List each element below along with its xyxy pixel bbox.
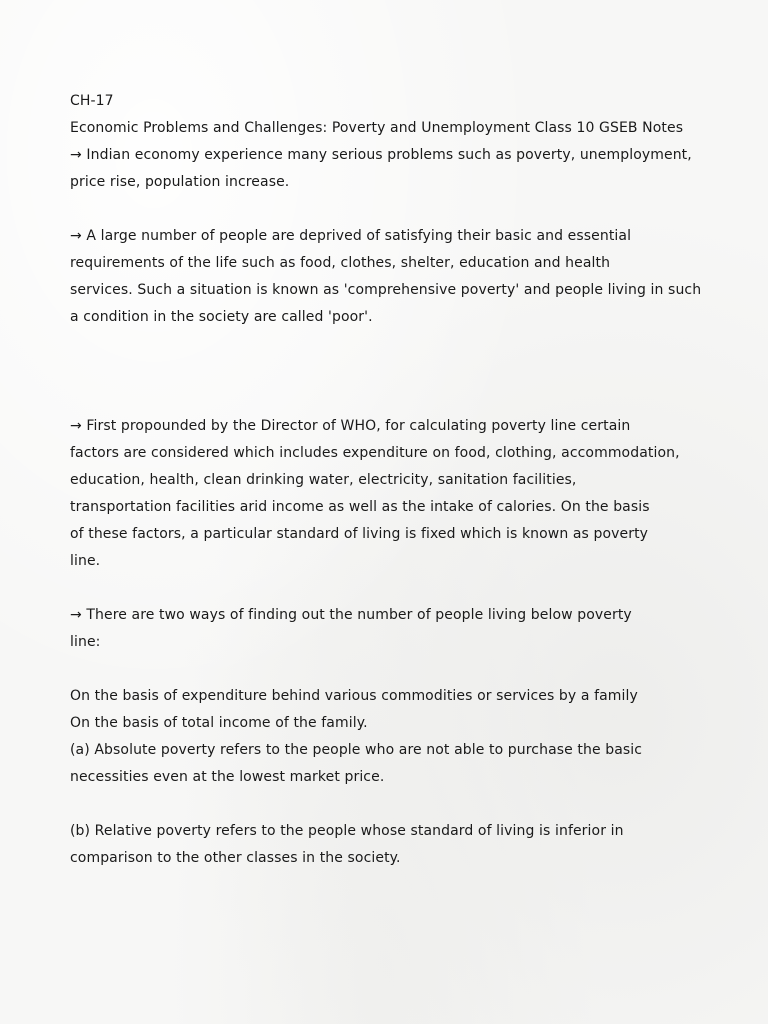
text-line: services. Such a situation is known as 'comprehensive poverty' and people living in such xyxy=(70,282,702,298)
text-line: requirements of the life such as food, clothes, shelter, education and health xyxy=(70,255,611,271)
text-line: comparison to the other classes in the society. xyxy=(70,850,401,866)
text-line: education, health, clean drinking water, electricity, sanitation facilities, xyxy=(70,472,577,488)
text-line: On the basis of total income of the family. xyxy=(70,715,368,731)
paragraph-poverty-line xyxy=(70,413,730,575)
text-line: → There are two ways of finding out the number of people living below poverty xyxy=(70,607,632,623)
text-line: → A large number of people are deprived of satisfying their basic and essential xyxy=(70,228,632,244)
notes-page xyxy=(70,88,730,872)
paragraph-two-ways xyxy=(70,602,730,656)
text-line: of these factors, a particular standard of living is fixed which is known as poverty xyxy=(70,526,649,542)
paragraph-absolute-poverty xyxy=(70,683,730,791)
page-title: Economic Problems and Challenges: Poverty and Unemployment Class 10 GSEB Notes xyxy=(70,120,684,136)
text-line: transportation facilities arid income as well as the intake of calories. On the basis xyxy=(70,499,650,515)
text-line: necessities even at the lowest market price. xyxy=(70,769,385,785)
chapter-label: CH-17 xyxy=(70,93,114,109)
text-line: a condition in the society are called 'poor'. xyxy=(70,309,373,325)
text-line: On the basis of expenditure behind various commodities or services by a family xyxy=(70,688,638,704)
text-line: factors are considered which includes expenditure on food, clothing, accommodation, xyxy=(70,445,680,461)
text-line: (b) Relative poverty refers to the people whose standard of living is inferior in xyxy=(70,823,624,839)
paragraph-relative-poverty xyxy=(70,818,730,872)
paragraph-indian-economy-problems xyxy=(70,142,730,196)
paragraph-comprehensive-poverty xyxy=(70,223,730,331)
text-line: → Indian economy experience many serious problems such as poverty, unemployment, xyxy=(70,147,692,163)
text-line: line. xyxy=(70,553,101,569)
text-line: price rise, population increase. xyxy=(70,174,290,190)
text-line: → First propounded by the Director of WHO, for calculating poverty line certain xyxy=(70,418,631,434)
text-line: (a) Absolute poverty refers to the people who are not able to purchase the basic xyxy=(70,742,643,758)
text-line: line: xyxy=(70,634,101,650)
